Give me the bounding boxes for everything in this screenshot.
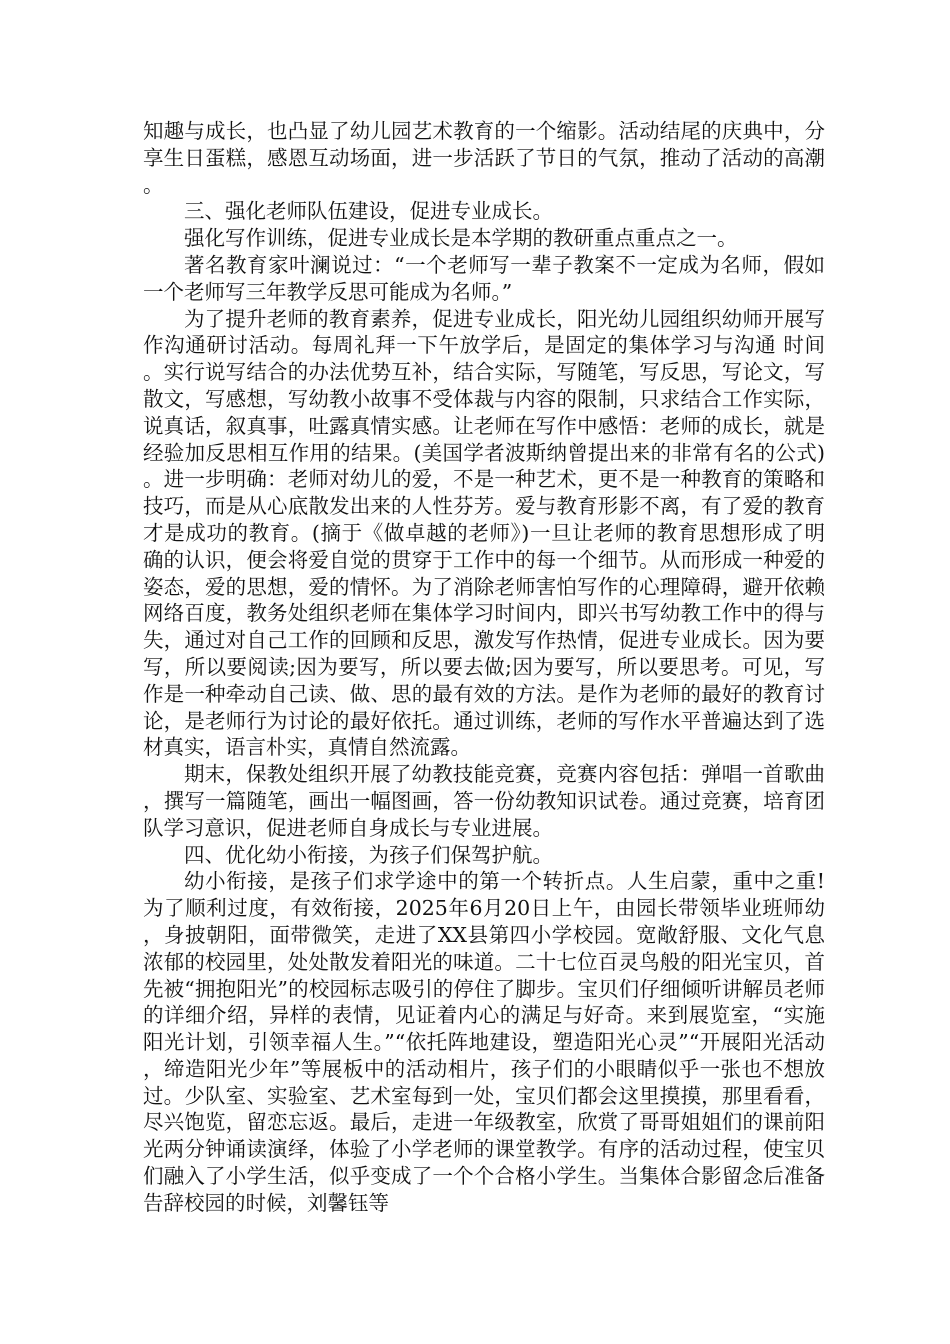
section-heading-transition: 四、优化幼小衔接，为孩子们保驾护航。 <box>184 842 553 867</box>
paragraph: 期末，保教处组织开展了幼教技能竞赛，竞赛内容包括：弹唱一首歌曲，撰写一篇随笔，画出一幅图画，答一份幼教知识试卷。通过竞赛，培育团队学习意识，促进老师自身成长与专业进展。 <box>143 762 825 840</box>
paragraph: 为了提升老师的教育素养，促进专业成长，阳光幼儿园组织幼师开展写作沟通研讨活动。每周礼拜一下午放学后，是固定的集体学习与沟通 时间。实行说写结合的办法优势互补，结合实际，写随笔，写反思，写论文，写散文，写感想，写幼教小故事不受体裁与内容的限制，只求结合工作实际，说真话，叙真事，吐露真情实感。让老师在写作中感悟：老师的成长，就是经验加反思相互作用的结果。(美国学者波斯纳曾提出来的非常有名的公式)。进一步明确：老师对幼儿的爱，不是一种艺术，更不是一种教育的策略和技巧，而是从心底散发出来的人性芬芳。爱与教育形影不离，有了爱的教育才是成功的教育。(摘于《做卓越的老师》)一旦让老师的教育思想形成了明确的认识，便会将爱自觉的贯穿于工作中的每一个细节。从而形成一种爱的姿态，爱的思想，爱的情怀。为了消除老师害怕写作的心理障碍，避开依赖网络百度，教务处组织老师在集体学习时间内，即兴书写幼教工作中的得与失，通过对自己工作的回顾和反思，激发写作热情，促进专业成长。因为要写，所以要阅读;因为要写，所以要去做;因为要写，所以要思考。可见，写作是一种牵动自己读、做、思的最有效的方法。是作为老师的最好的教育讨论，是老师行为讨论的最好依托。通过训练，老师的写作水平普遍达到了选材真实，语言朴实，真情自然流露。 <box>143 306 825 760</box>
document-body <box>143 118 825 1217</box>
paragraph: 强化写作训练，促进专业成长是本学期的教研重点重点之一。 <box>184 226 738 251</box>
paragraph-quote: 著名教育家叶澜说过：“一个老师写一辈子教案不一定成为名师，假如一个老师写三年教学反思可能成为名师。” <box>143 252 825 304</box>
section-heading-teacher-team: 三、强化老师队伍建设，促进专业成长。 <box>184 199 553 224</box>
paragraph: 知趣与成长，也凸显了幼儿园艺术教育的一个缩影。活动结尾的庆典中，分享生日蛋糕，感恩互动场面，进一步活跃了节日的气氛，推动了活动的高潮。 <box>143 119 825 197</box>
paragraph: 幼小衔接，是孩子们求学途中的第一个转折点。人生启蒙，重中之重!为了顺利过度，有效衔接，2025年6月20日上午，由园长带领毕业班师幼，身披朝阳，面带微笑，走进了XX县第四小学校园。宽敞舒服、文化气息浓郁的校园里，处处散发着阳光的味道。二十七位百灵鸟般的阳光宝贝，首先被“拥抱阳光”的校园标志吸引的停住了脚步。宝贝们仔细倾听讲解员老师的详细介绍，异样的表情，见证着内心的满足与好奇。来到展览室，“实施阳光计划，引领幸福人生。”“依托阵地建设，塑造阳光心灵”“开展阳光活动，缔造阳光少年”等展板中的活动相片，孩子们的小眼睛似乎一张也不想放过。少队室、实验室、艺术室每到一处，宝贝们都会这里摸摸，那里看看，尽兴饱览，留恋忘返。最后，走进一年级教室，欣赏了哥哥姐姐们的课前阳光两分钟诵读演绎，体验了小学老师的课堂教学。有序的活动过程，使宝贝们融入了小学生活，似乎变成了一个个合格小学生。当集体合影留念后准备告辞校园的时候，刘馨钰等 <box>143 869 825 1215</box>
